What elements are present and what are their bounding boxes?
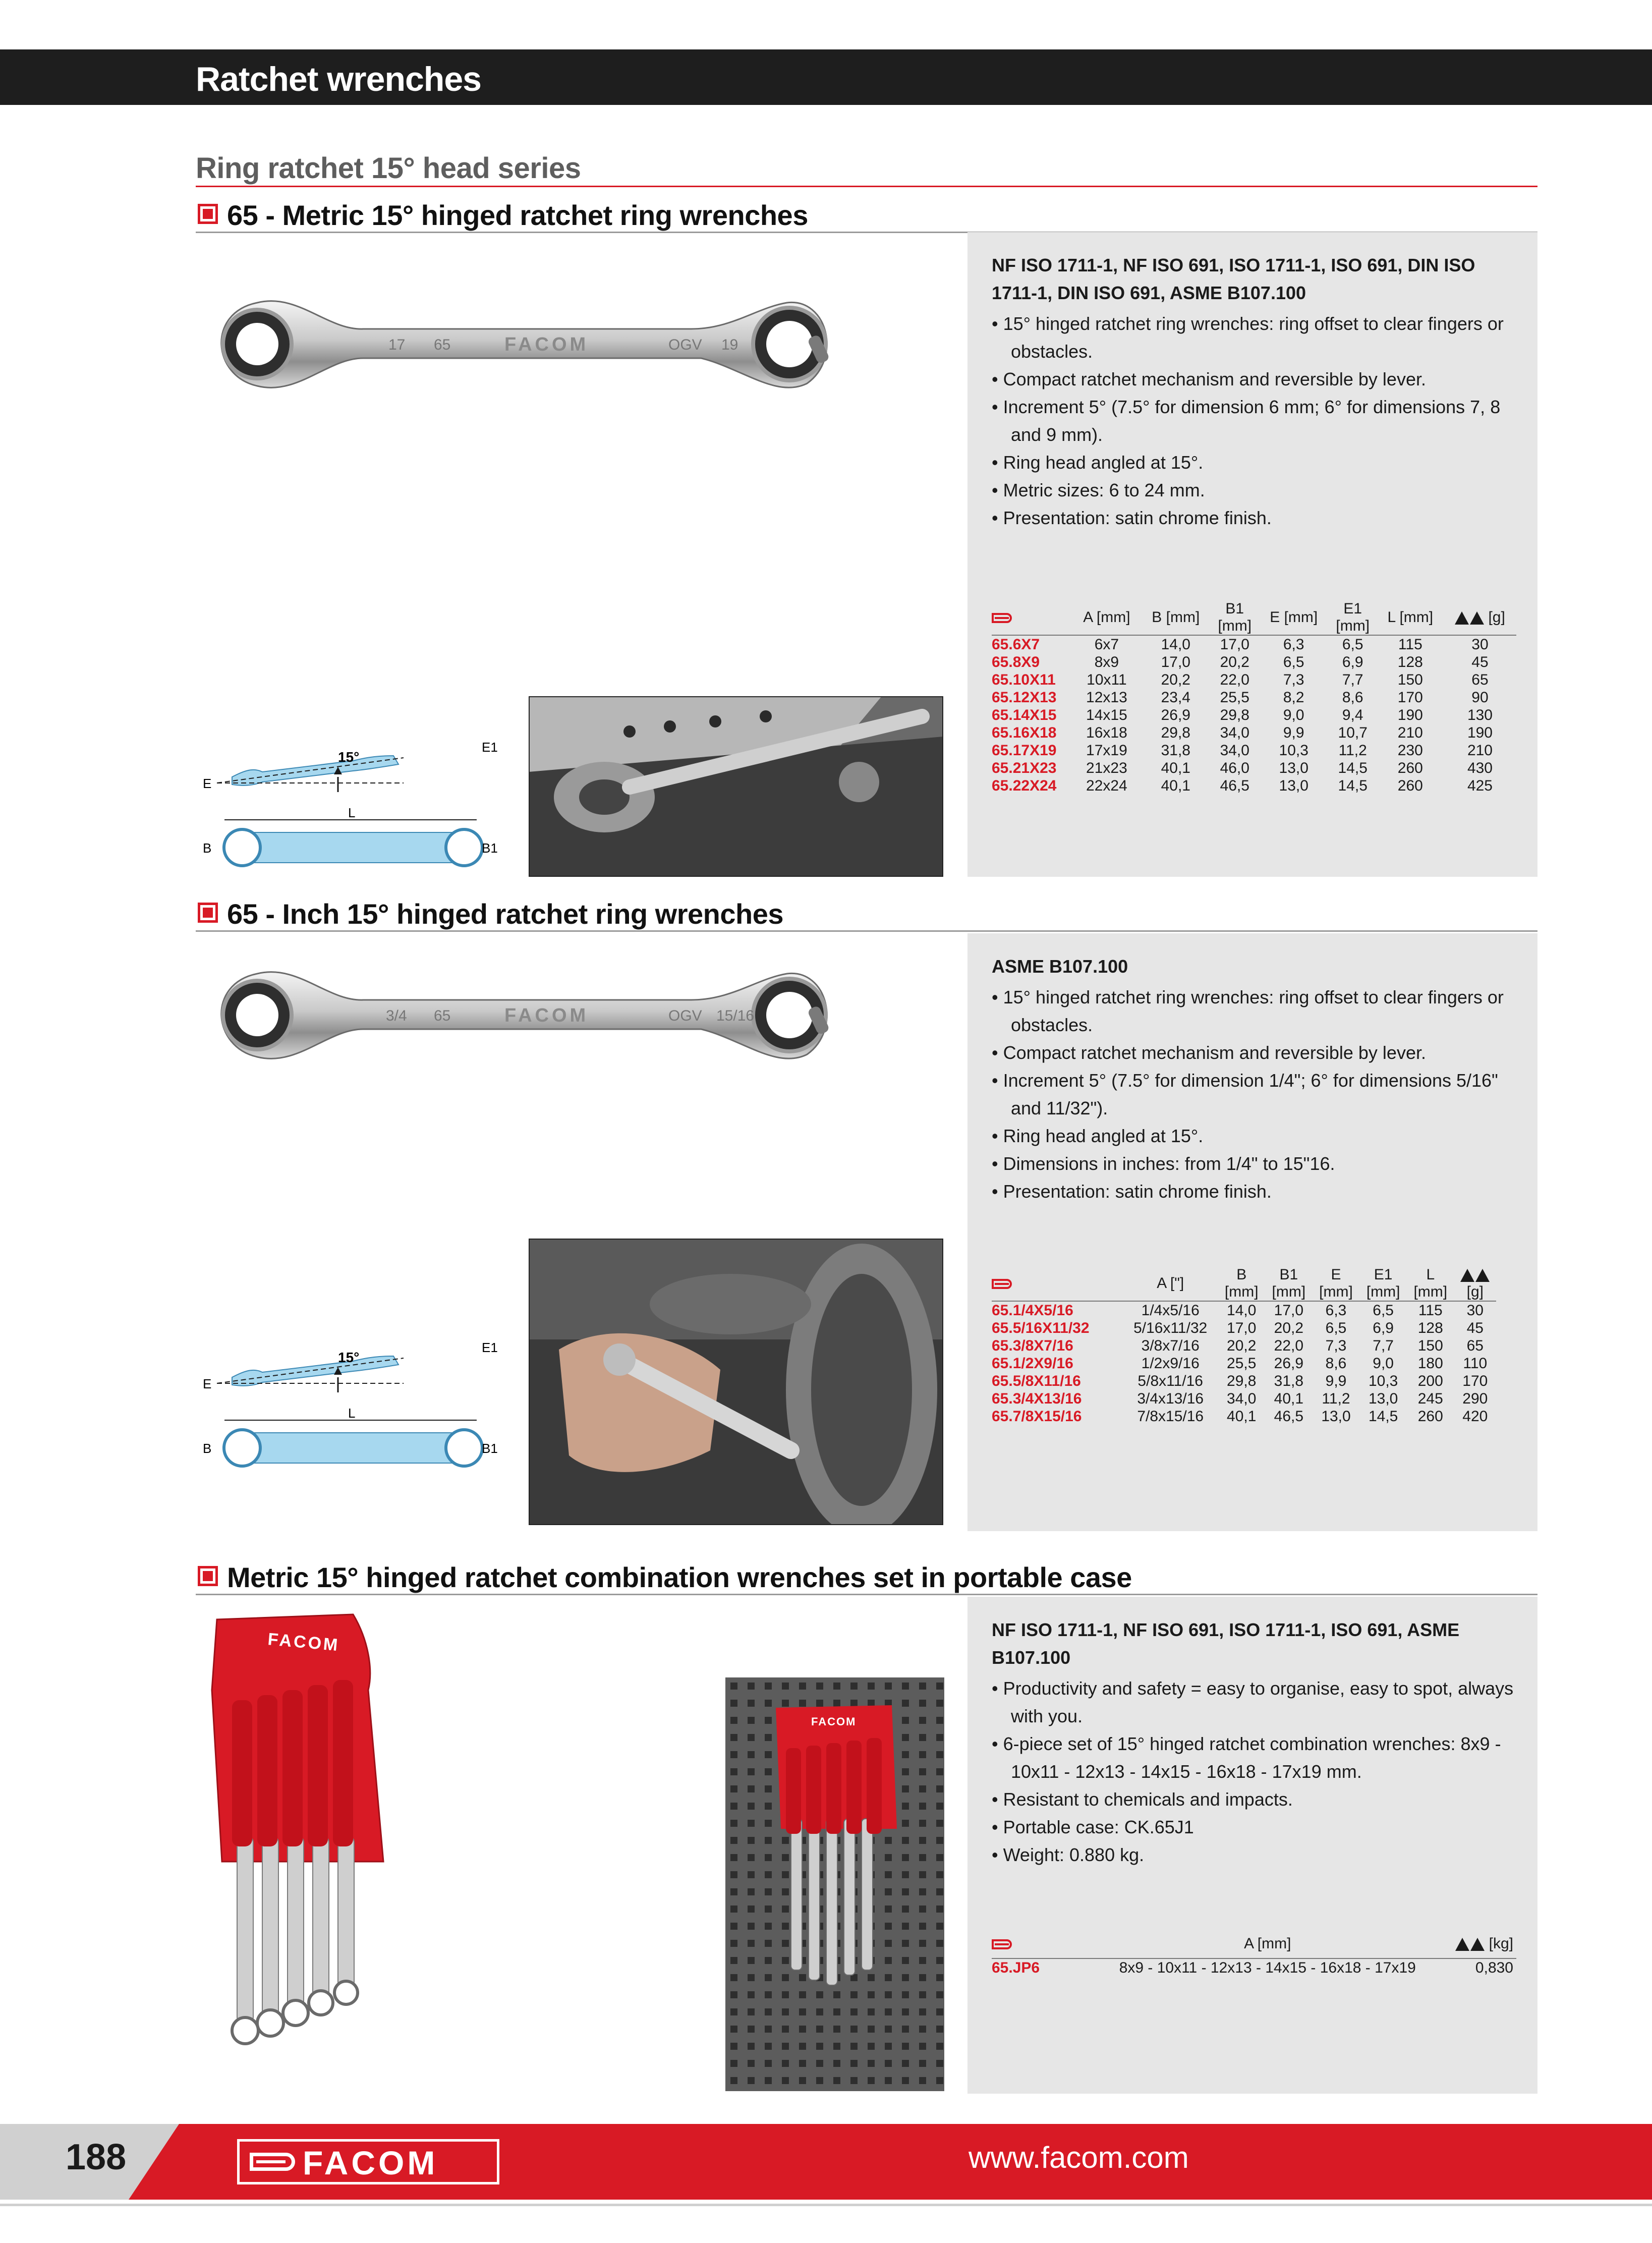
table-row [992, 653, 1516, 671]
table-cell: 1/4x5/16 [1141, 1302, 1200, 1319]
feature-item: • Presentation: satin chrome finish. [992, 1181, 1272, 1202]
table-cell: 14x15 [1086, 707, 1127, 723]
table-cell: 7,7 [1342, 671, 1363, 688]
table-cell: 45 [1466, 1320, 1484, 1336]
table-cell: 6,3 [1325, 1302, 1347, 1319]
table-cell: 26,9 [1161, 707, 1190, 723]
table-cell: 13,0 [1368, 1390, 1398, 1407]
table-cell: 40,1 [1161, 777, 1190, 794]
table-cell: 22,0 [1220, 671, 1249, 688]
section-heading-text: 65 - Metric 15° hinged ratchet ring wrenches [227, 199, 808, 231]
weight-column-header: [g] [1444, 600, 1516, 635]
inch-spec-panel [967, 933, 1537, 1531]
reference-cell: 65.6X7 [992, 636, 1040, 653]
section-inch-heading [196, 895, 1537, 932]
ref-column-header [992, 1266, 1123, 1301]
reference-cell: 65.22X24 [992, 777, 1057, 794]
table-cell: 425 [1467, 777, 1493, 794]
facom-wordmark: FACOM [303, 2144, 438, 2181]
table-cell: 128 [1417, 1320, 1443, 1336]
table-cell: 29,8 [1220, 707, 1249, 723]
table-cell: 65 [1466, 1337, 1484, 1354]
table-cell: 9,9 [1325, 1373, 1347, 1389]
table-cell: 14,0 [1161, 636, 1190, 653]
table-cell: 130 [1467, 707, 1493, 723]
table-cell: 9,9 [1283, 724, 1304, 741]
table-cell: 34,0 [1220, 724, 1249, 741]
table-row [992, 1390, 1496, 1408]
table-header-row [992, 600, 1516, 635]
table-cell: 17,0 [1274, 1302, 1304, 1319]
table-cell: 26,9 [1274, 1355, 1304, 1372]
table-row [992, 1319, 1496, 1337]
table-cell: 31,8 [1274, 1373, 1304, 1389]
table-cell: 170 [1397, 689, 1423, 706]
column-header: B1 [mm] [1272, 1266, 1306, 1300]
series-divider [196, 186, 1537, 187]
weight-icon [1460, 1269, 1474, 1282]
table-cell: 7,3 [1325, 1337, 1347, 1354]
table-cell: 6,5 [1283, 654, 1304, 670]
table-cell: 14,5 [1338, 777, 1368, 794]
b1-label: B1 [482, 1441, 498, 1456]
table-cell: 10x11 [1087, 671, 1127, 688]
table-cell: 190 [1397, 707, 1423, 723]
case-brand: FACOM [811, 1715, 857, 1728]
feature-list [992, 310, 1516, 532]
table-cell: 14,0 [1227, 1302, 1257, 1319]
table-cell: 180 [1417, 1355, 1443, 1372]
metric-spec-panel [967, 232, 1537, 877]
metric-spec-table [992, 600, 1516, 795]
table-cell: 11,2 [1322, 1390, 1350, 1407]
table-cell: 190 [1467, 724, 1493, 741]
table-cell: 25,5 [1220, 689, 1249, 706]
hand-using-wrench-photo [529, 1239, 943, 1525]
ref-column-header [992, 1930, 1093, 1958]
reference-cell: 65.17X19 [992, 742, 1057, 759]
angle-label: 15° [338, 749, 360, 765]
table-cell: 29,8 [1161, 724, 1190, 741]
table-cell: 46,5 [1220, 777, 1249, 794]
table-cell: 17,0 [1227, 1320, 1257, 1336]
l-label: L [348, 1406, 356, 1421]
feature-item: • Increment 5° (7.5° for dimension 1/4"; 6° for dimensions 5/16" and 11/32"). [992, 1070, 1498, 1118]
wrench-size-left: 3/4 [386, 1007, 407, 1024]
table-header-row [992, 1266, 1496, 1301]
table-cell: 200 [1417, 1373, 1443, 1389]
table-cell: 6,5 [1325, 1320, 1347, 1336]
feature-item: • Portable case: CK.65J1 [992, 1817, 1194, 1837]
set-spec-table [992, 1930, 1516, 1977]
table-cell: 210 [1467, 742, 1493, 759]
table-row [992, 1355, 1496, 1372]
footer-rule [0, 2204, 1652, 2206]
wrench-brand: FACOM [504, 1005, 589, 1026]
wrench-code-65: 65 [434, 337, 451, 353]
table-cell: 17,0 [1220, 636, 1249, 653]
weight-icon [1455, 1938, 1469, 1951]
table-row [992, 724, 1516, 742]
table-cell: 6,5 [1342, 636, 1363, 653]
table-cell: 230 [1397, 742, 1423, 759]
table-row [992, 759, 1516, 777]
table-cell: 17,0 [1161, 654, 1190, 670]
table-cell: 14,5 [1338, 760, 1368, 776]
reference-cell: 65.8X9 [992, 654, 1040, 670]
table-cell: 16x18 [1086, 724, 1127, 741]
reference-cell: 65.1/4X5/16 [992, 1302, 1073, 1319]
table-cell: 5/16x11/32 [1133, 1320, 1208, 1336]
table-cell: 46,0 [1220, 760, 1249, 776]
metric-wrench-image [197, 283, 847, 404]
website-link[interactable]: www.facom.com [969, 2141, 1189, 2174]
table-row [992, 1372, 1496, 1390]
table-row [992, 635, 1516, 653]
reference-cell: 65.21X23 [992, 760, 1057, 776]
table-cell: 5/8x11/16 [1137, 1373, 1203, 1389]
table-cell: 7,7 [1373, 1337, 1394, 1354]
column-header: L [mm] [1387, 609, 1434, 626]
table-cell: 30 [1466, 1302, 1484, 1319]
table-cell: 150 [1397, 671, 1423, 688]
facom-mark-icon [250, 2153, 295, 2171]
table-header-row [992, 1930, 1516, 1958]
table-cell: 20,2 [1227, 1337, 1257, 1354]
weight-icon [1455, 611, 1469, 625]
section-bullet-icon [198, 1566, 218, 1586]
table-cell: 14,5 [1368, 1408, 1398, 1425]
feature-item: • Compact ratchet mechanism and reversible by lever. [992, 1042, 1426, 1063]
wrench-ogv: OGV [668, 1007, 702, 1024]
column-header: E1 [mm] [1336, 600, 1370, 634]
column-header: E [mm] [1319, 1266, 1353, 1300]
table-cell: 7,3 [1283, 671, 1304, 688]
feature-item: • Ring head angled at 15°. [992, 452, 1204, 473]
feature-item: • Ring head angled at 15°. [992, 1126, 1204, 1146]
reference-cell: 65.1/2X9/16 [992, 1355, 1073, 1372]
table-cell: 20,2 [1161, 671, 1190, 688]
feature-item: • 6-piece set of 15° hinged ratchet combination wrenches: 8x9 - 10x11 - 12x13 - 14x15 - 16x18 - 17x19 mm. [992, 1733, 1501, 1782]
table-row [992, 689, 1516, 706]
table-cell: 8,6 [1325, 1355, 1347, 1372]
table-cell: 31,8 [1161, 742, 1190, 759]
table-cell: 13,0 [1279, 760, 1308, 776]
table-cell: 110 [1463, 1355, 1488, 1372]
reference-cell: 65.10X11 [992, 671, 1056, 688]
table-cell: 21x23 [1086, 760, 1127, 776]
reference-cell: 65.3/8X7/16 [992, 1337, 1073, 1354]
wrench-set-case-image [202, 1609, 393, 2058]
weight-column-header: [kg] [1443, 1930, 1516, 1958]
table-cell: 20,2 [1220, 654, 1249, 670]
table-cell: 12x13 [1086, 689, 1127, 706]
reference-cell: 65.3/4X13/16 [992, 1390, 1082, 1407]
table-cell: 22,0 [1274, 1337, 1304, 1354]
e1-label: E1 [482, 740, 498, 755]
feature-list [992, 1674, 1516, 1869]
wrench-brand: FACOM [504, 334, 589, 355]
b-label: B [203, 1441, 212, 1456]
table-cell: 17x19 [1086, 742, 1127, 759]
feature-item: • Weight: 0.880 kg. [992, 1844, 1145, 1865]
feature-list [992, 983, 1516, 1205]
table-cell: 150 [1417, 1337, 1443, 1354]
table-cell: 30 [1471, 636, 1489, 653]
e1-label: E1 [482, 1340, 498, 1355]
table-row [992, 671, 1516, 689]
table-cell: 6,5 [1373, 1302, 1394, 1319]
table-cell: 8x9 [1094, 654, 1119, 670]
e-label: E [203, 1376, 212, 1391]
column-header: B1 [mm] [1218, 600, 1252, 634]
section-metric-heading [196, 197, 1537, 233]
table-cell: 420 [1462, 1408, 1488, 1425]
table-cell: 3/4x13/16 [1137, 1390, 1204, 1407]
table-cell: 7/8x15/16 [1137, 1408, 1204, 1425]
column-header: A [mm] [1083, 609, 1130, 626]
table-cell: 128 [1397, 654, 1423, 670]
section-heading-text: 65 - Inch 15° hinged ratchet ring wrenches [227, 898, 784, 930]
reference-icon [992, 613, 1016, 623]
table-cell: 245 [1417, 1390, 1443, 1407]
page-title: Ratchet wrenches [196, 60, 481, 98]
table-row [992, 1958, 1516, 1977]
case-brand: FACOM [267, 1630, 340, 1655]
reference-cell: 65.14X15 [992, 707, 1057, 723]
section-bullet-icon [198, 903, 218, 923]
wrench-in-use-photo [529, 696, 943, 877]
angle-label: 15° [338, 1350, 360, 1365]
table-cell: 8,2 [1283, 689, 1304, 706]
reference-cell: 65.5/8X11/16 [992, 1373, 1081, 1389]
table-row [992, 777, 1516, 795]
table-cell: 40,1 [1227, 1408, 1257, 1425]
table-cell: 170 [1462, 1373, 1488, 1389]
feature-item: • Compact ratchet mechanism and reversible by lever. [992, 369, 1426, 389]
table-cell: 40,1 [1161, 760, 1190, 776]
feature-item: • Presentation: satin chrome finish. [992, 508, 1272, 528]
column-header: E [mm] [1270, 609, 1318, 626]
table-cell: 210 [1397, 724, 1423, 741]
b1-label: B1 [482, 840, 498, 856]
table-cell: 34,0 [1227, 1390, 1257, 1407]
feature-item: • Productivity and safety = easy to organise, easy to spot, always with you. [992, 1678, 1514, 1726]
standards-text: NF ISO 1711-1, NF ISO 691, ISO 1711-1, ISO 691, DIN ISO 1711-1, DIN ISO 691, ASME B107.100 [992, 255, 1475, 303]
column-header: L [mm] [1413, 1266, 1448, 1300]
table-cell: 65 [1471, 671, 1489, 688]
table-cell: 6,9 [1373, 1320, 1394, 1336]
reference-icon [992, 1279, 1016, 1289]
table-cell: 13,0 [1279, 777, 1308, 794]
wrench-ogv: OGV [668, 337, 702, 353]
table-row [992, 1408, 1496, 1425]
feature-item: • 15° hinged ratchet ring wrenches: ring offset to clear fingers or obstacles. [992, 313, 1504, 362]
table-cell: 115 [1398, 636, 1422, 653]
ref-column-header [992, 600, 1072, 635]
feature-item: • Increment 5° (7.5° for dimension 6 mm; 6° for dimensions 7, 8 and 9 mm). [992, 397, 1501, 445]
title-bar [0, 49, 1652, 105]
reference-cell: 65.12X13 [992, 689, 1057, 706]
table-cell: 290 [1462, 1390, 1488, 1407]
case-on-pegboard-photo [725, 1677, 944, 2091]
inch-spec-table [992, 1266, 1496, 1425]
inch-dimension-diagram [202, 1327, 504, 1473]
column-header: A [mm] [1244, 1935, 1291, 1952]
column-header: B [mm] [1152, 609, 1200, 626]
inch-wrench-image [197, 954, 847, 1075]
set-spec-panel [967, 1597, 1537, 2094]
table-cell: 10,3 [1368, 1373, 1398, 1389]
column-header: E1 [mm] [1366, 1266, 1400, 1300]
reference-cell: 65.16X18 [992, 724, 1057, 741]
table-cell: 6,3 [1283, 636, 1304, 653]
standards-text: ASME B107.100 [992, 956, 1128, 977]
section-set-heading [196, 1559, 1537, 1595]
b-label: B [203, 840, 212, 856]
standards-text: NF ISO 1711-1, NF ISO 691, ISO 1711-1, ISO 691, ASME B107.100 [992, 1619, 1460, 1668]
table-cell: 260 [1397, 777, 1423, 794]
column-header: B [mm] [1224, 1266, 1259, 1300]
reference-icon [992, 1939, 1016, 1949]
table-cell: 9,4 [1342, 707, 1363, 723]
table-cell: 9,0 [1283, 707, 1304, 723]
reference-cell: 65.5/16X11/32 [992, 1320, 1090, 1336]
feature-item: • Resistant to chemicals and impacts. [992, 1789, 1293, 1810]
table-cell: 430 [1467, 760, 1493, 776]
table-cell: 40,1 [1274, 1390, 1304, 1407]
table-cell: 13,0 [1321, 1408, 1351, 1425]
table-cell: 10,7 [1338, 724, 1368, 741]
metric-dimension-diagram [202, 726, 504, 873]
table-cell: 9,0 [1373, 1355, 1394, 1372]
wrench-size-left: 17 [388, 337, 406, 353]
section-heading-text: Metric 15° hinged ratchet combination wrenches set in portable case [227, 1561, 1132, 1593]
table-row [992, 742, 1516, 759]
table-cell: 20,2 [1274, 1320, 1304, 1336]
table-cell: 10,3 [1279, 742, 1308, 759]
table-cell: 90 [1471, 689, 1489, 706]
table-cell: 6,9 [1342, 654, 1363, 670]
reference-cell: 65.7/8X15/16 [992, 1408, 1082, 1425]
feature-item: • Metric sizes: 6 to 24 mm. [992, 480, 1205, 500]
series-title: Ring ratchet 15° head series [196, 152, 581, 185]
weight-column-header: [g] [1454, 1266, 1496, 1301]
table-cell: 34,0 [1220, 742, 1249, 759]
table-cell: 8x9 - 10x11 - 12x13 - 14x15 - 16x18 - 17x19 [1119, 1959, 1416, 1976]
table-row [992, 706, 1516, 724]
table-cell: 260 [1397, 760, 1423, 776]
page-number: 188 [66, 2137, 127, 2177]
table-cell: 46,5 [1274, 1408, 1304, 1425]
table-cell: 23,4 [1161, 689, 1190, 706]
table-cell: 25,5 [1227, 1355, 1257, 1372]
wrench-size-right: 19 [721, 337, 738, 353]
table-row [992, 1337, 1496, 1355]
table-cell: 1/2x9/16 [1141, 1355, 1200, 1372]
wrench-size-right: 15/16 [716, 1007, 755, 1024]
table-cell: 45 [1471, 654, 1489, 670]
table-cell: 115 [1418, 1302, 1443, 1319]
table-cell: 29,8 [1227, 1373, 1257, 1389]
table-cell: 260 [1417, 1408, 1443, 1425]
feature-item: • 15° hinged ratchet ring wrenches: ring offset to clear fingers or obstacles. [992, 987, 1504, 1035]
table-cell: 11,2 [1338, 742, 1367, 759]
section-bullet-icon [198, 204, 218, 224]
column-header: A ["] [1157, 1275, 1184, 1292]
e-label: E [203, 776, 212, 791]
table-cell: 0,830 [1475, 1959, 1513, 1976]
table-cell: 6x7 [1094, 636, 1119, 653]
facom-logo [237, 2139, 499, 2184]
feature-item: • Dimensions in inches: from 1/4" to 15"16. [992, 1153, 1335, 1174]
reference-cell: 65.JP6 [992, 1959, 1040, 1976]
wrench-code-65: 65 [434, 1007, 451, 1024]
table-row [992, 1301, 1496, 1319]
l-label: L [348, 805, 356, 820]
table-cell: 22x24 [1086, 777, 1127, 794]
table-cell: 8,6 [1342, 689, 1363, 706]
table-cell: 3/8x7/16 [1141, 1337, 1200, 1354]
